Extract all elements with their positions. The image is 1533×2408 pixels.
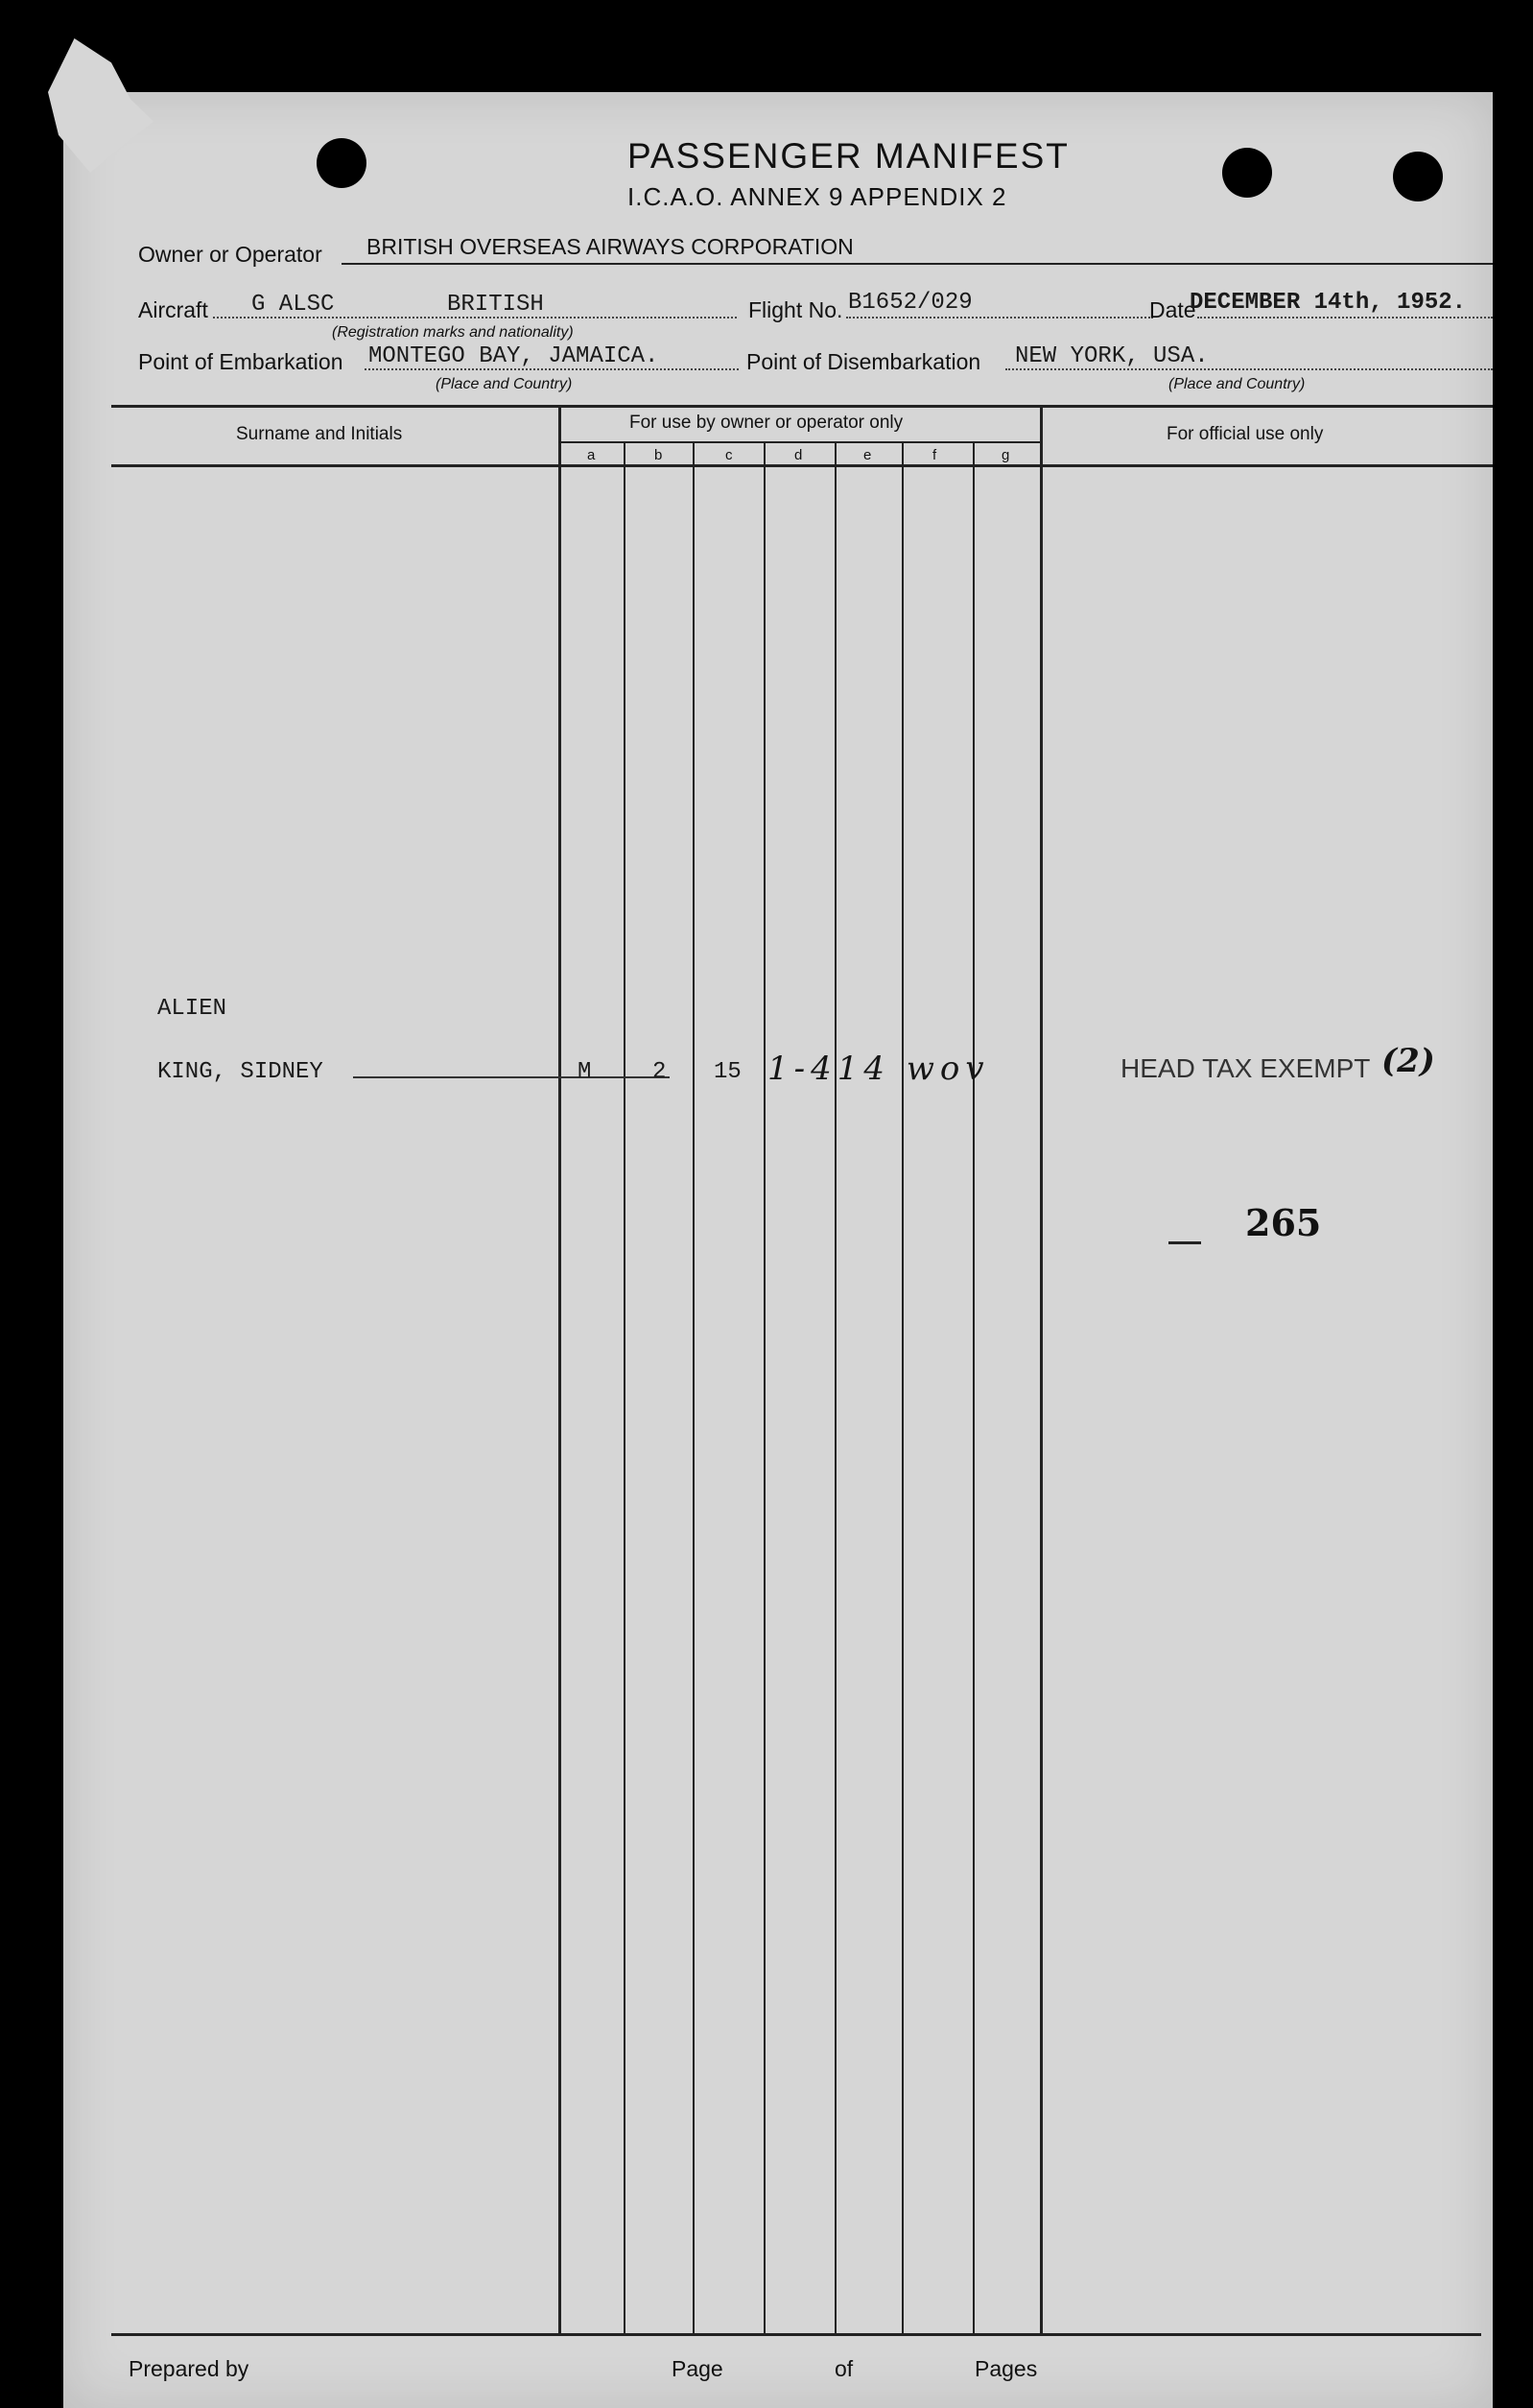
disembarkation-note: (Place and Country) <box>1168 376 1306 392</box>
flight-number: B1652/029 <box>848 290 973 316</box>
col-official-header: For official use only <box>1167 424 1324 444</box>
disembarkation-value: NEW YORK, USA. <box>1015 343 1209 369</box>
col-divider-c <box>764 443 766 2333</box>
passenger-name: KING, SIDNEY <box>157 1059 323 1085</box>
col-divider-surname <box>558 407 561 2333</box>
table-bottom-rule <box>111 2333 1481 2336</box>
subcol-header-rule <box>560 441 1042 443</box>
disembarkation-underline <box>1005 368 1493 370</box>
embarkation-label: Point of Embarkation <box>138 349 343 374</box>
subcol-e: e <box>863 447 872 463</box>
flight-label: Flight No. <box>748 297 843 322</box>
owner-value: BRITISH OVERSEAS AIRWAYS CORPORATION <box>366 234 854 259</box>
punch-hole-right <box>1393 152 1443 201</box>
passenger-col-b: 2 <box>652 1059 667 1085</box>
embarkation-note: (Place and Country) <box>436 376 573 392</box>
col-divider-f <box>973 443 975 2333</box>
number-dash <box>1168 1241 1201 1244</box>
passenger-leader-line <box>353 1076 670 1078</box>
embarkation-underline <box>365 368 739 370</box>
subcol-b: b <box>654 447 663 463</box>
col-divider-d <box>835 443 837 2333</box>
footer-pages: Pages <box>975 2356 1038 2381</box>
col-divider-a <box>624 443 625 2333</box>
date-value: DECEMBER 14th, 1952. <box>1190 290 1467 316</box>
passenger-col-c: 15 <box>714 1059 742 1085</box>
aircraft-label: Aircraft <box>138 297 208 322</box>
col-divider-b <box>693 443 695 2333</box>
subcol-c: c <box>725 447 733 463</box>
aircraft-registration: G ALSC <box>251 292 335 318</box>
footer-page: Page <box>672 2356 723 2381</box>
date-label: Date <box>1149 297 1196 322</box>
aircraft-note: (Registration marks and nationality) <box>332 324 574 341</box>
footer-prepared-by: Prepared by <box>129 2356 249 2381</box>
col-divider-e <box>902 443 904 2333</box>
form-title: PASSENGER MANIFEST <box>627 136 1070 176</box>
head-tax-mark: (2) <box>1381 1042 1435 1080</box>
disembarkation-label: Point of Disembarkation <box>746 349 981 374</box>
punch-hole-center-right <box>1222 148 1272 198</box>
date-underline <box>1197 317 1493 319</box>
handwritten-notation: 1-414 wov <box>767 1050 990 1088</box>
passenger-col-a: M <box>578 1059 592 1085</box>
col-owner-use-header: For use by owner or operator only <box>629 413 904 433</box>
embarkation-value: MONTEGO BAY, JAMAICA. <box>368 343 659 369</box>
subcol-d: d <box>794 447 803 463</box>
col-divider-g <box>1040 407 1043 2333</box>
section-label-alien: ALIEN <box>157 996 227 1022</box>
flight-underline <box>846 317 1153 319</box>
head-tax-stamp: HEAD TAX EXEMPT <box>1120 1053 1371 1083</box>
subcol-a: a <box>587 447 596 463</box>
subcol-g: g <box>1002 447 1010 463</box>
aircraft-nationality: BRITISH <box>447 292 544 318</box>
subcol-f: f <box>932 447 937 463</box>
table-header-rule <box>111 464 1493 467</box>
form-subtitle: I.C.A.O. ANNEX 9 APPENDIX 2 <box>627 182 1007 211</box>
table-top-rule <box>111 405 1493 408</box>
col-surname-header: Surname and Initials <box>236 424 403 444</box>
owner-label: Owner or Operator <box>138 242 322 267</box>
footer-of: of <box>835 2356 854 2381</box>
punch-hole-left <box>317 138 366 188</box>
aircraft-underline <box>213 317 737 319</box>
owner-underline <box>342 263 1493 265</box>
page-number-stamp: 265 <box>1245 1201 1322 1244</box>
